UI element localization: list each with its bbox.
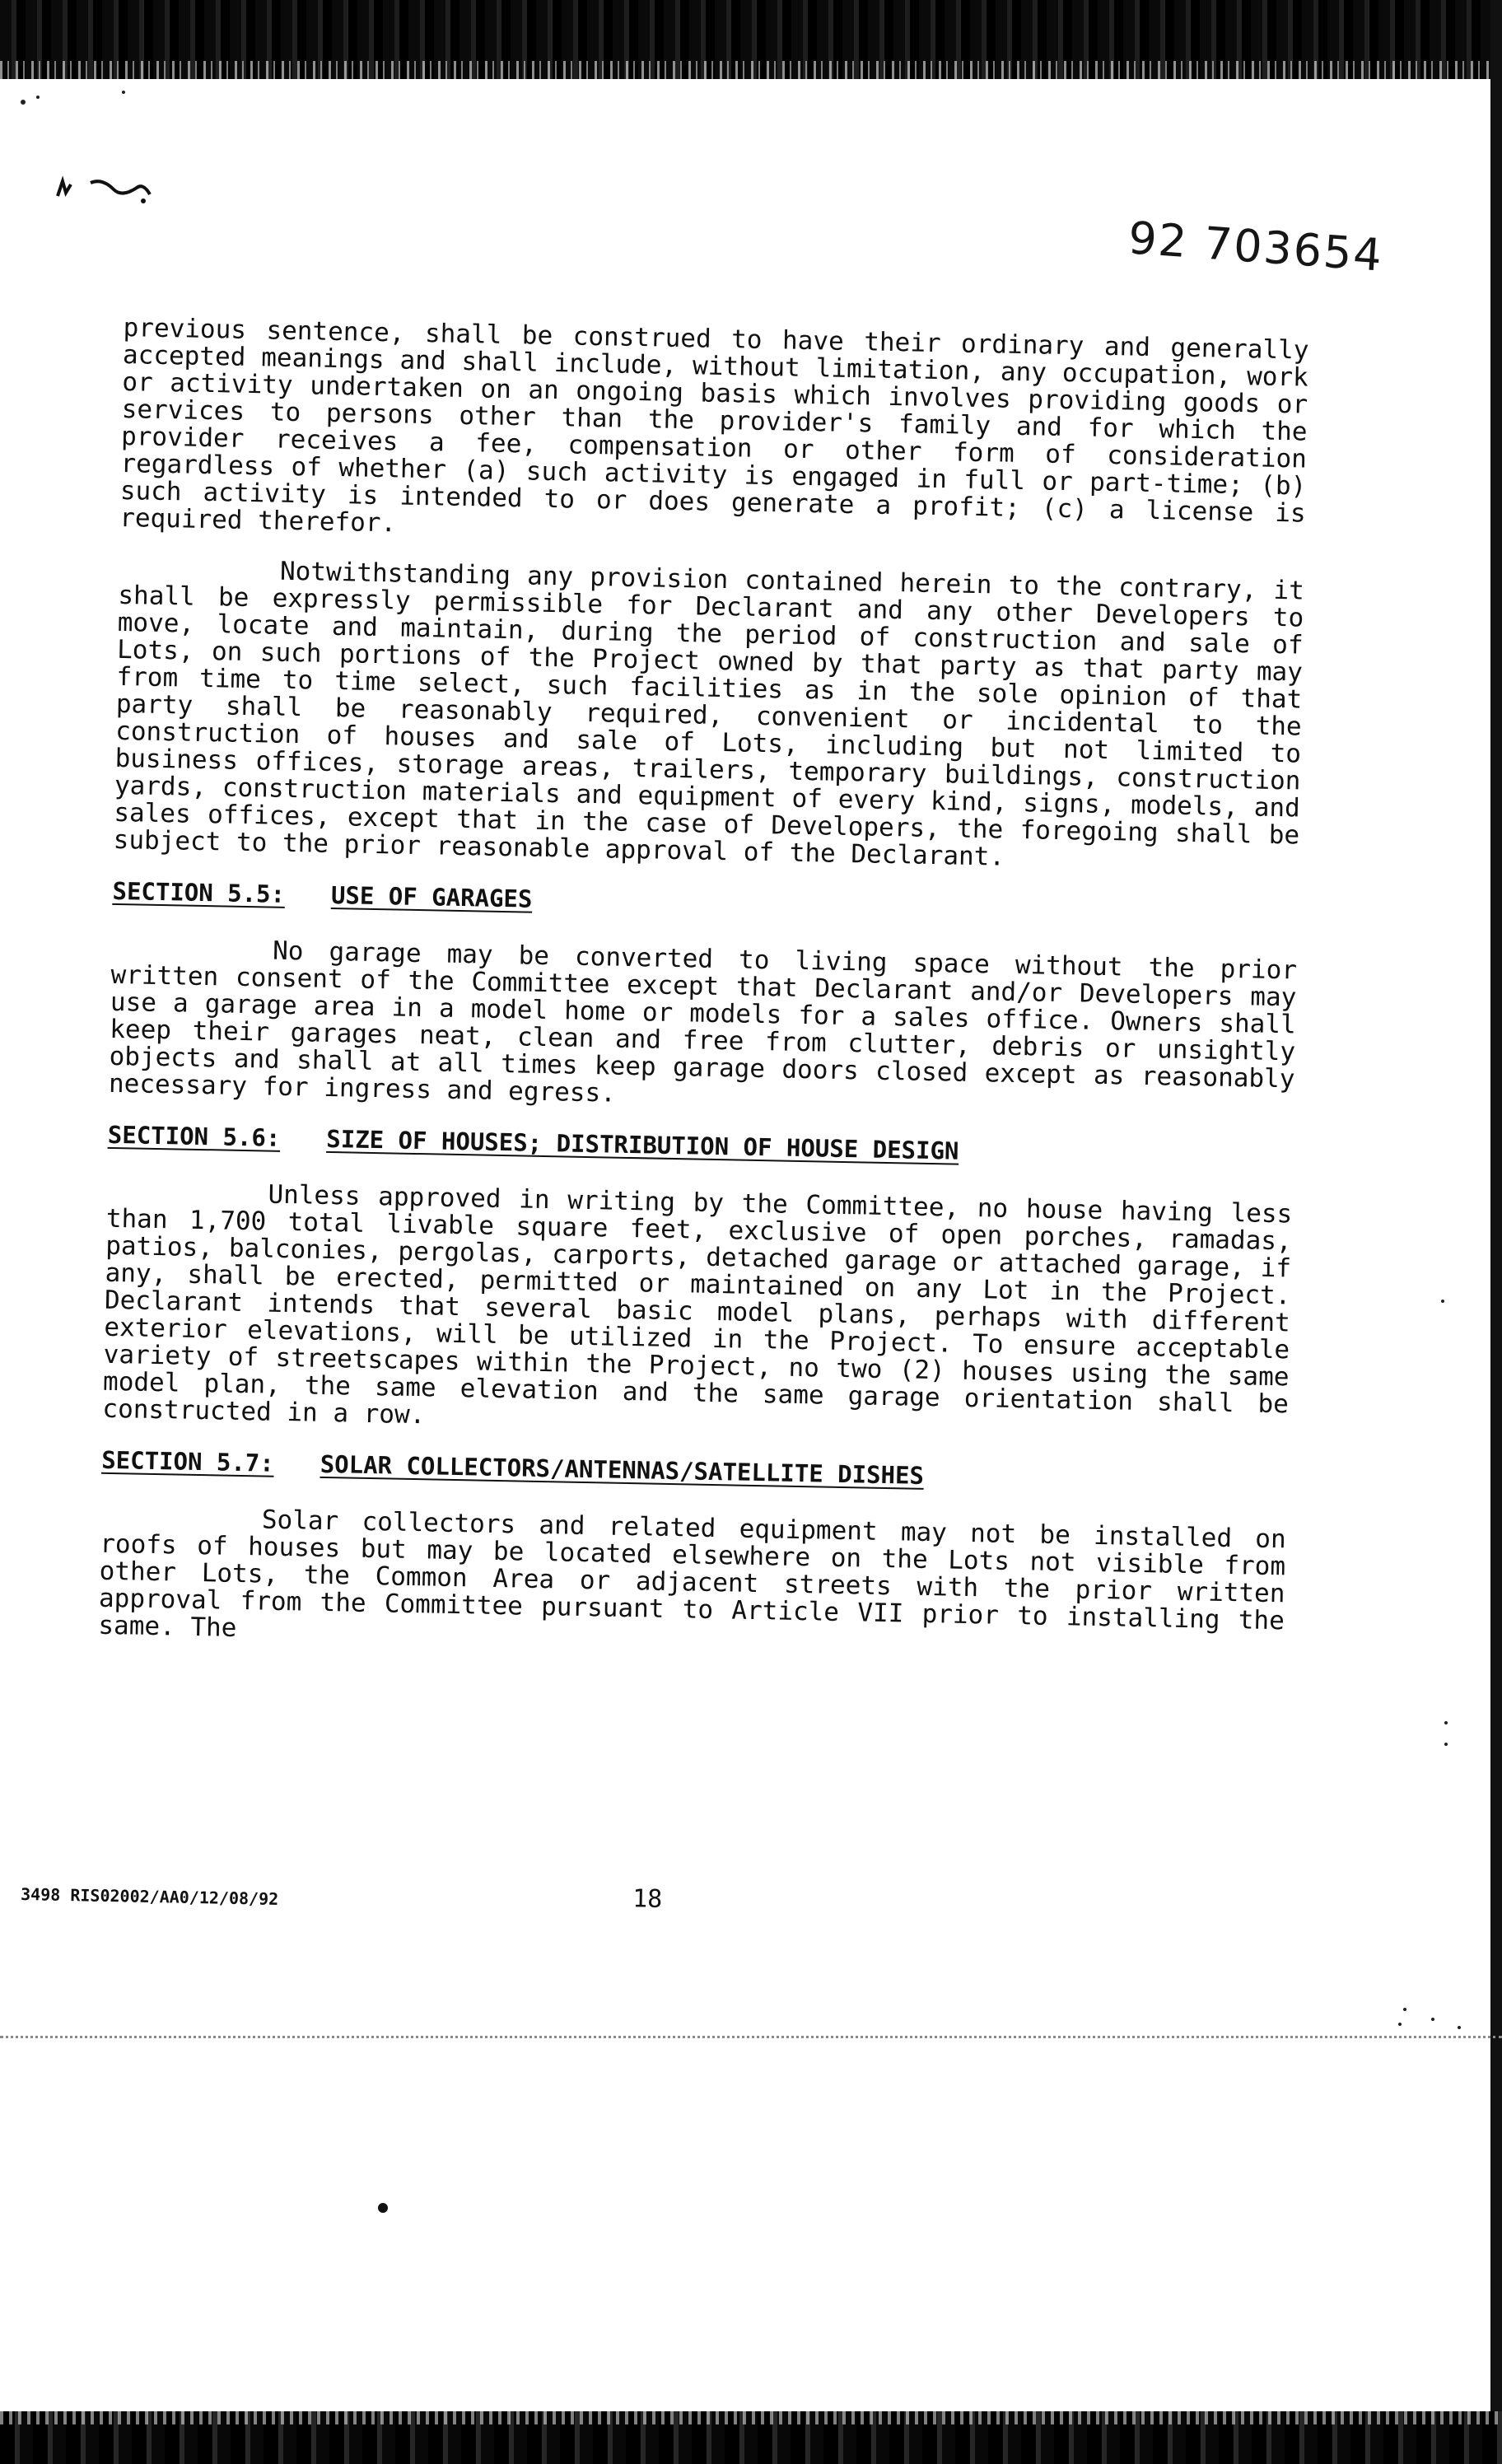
section-heading-5-5	[112, 877, 1298, 928]
page-number: 18	[632, 1884, 663, 1914]
section-title: SIZE OF HOUSES; DISTRIBUTION OF HOUSE DESIGN	[326, 1124, 959, 1165]
document-code: 3498 RIS02002/AA0/12/08/92	[20, 1883, 279, 1909]
paragraph-continued: previous sentence, shall be construed to have their ordinary and generally accepted meanings and shall include, without limitation, any occupation, work or activity undertaken on an ongoing basis which involves providing goods or services to persons other than the provider's family and for which the provider receives a fee, compensation or other form of consideration regardless of whether (a) such activity is engaged in full or part-time; (b) such activity is intended to or does generate a profit; (c) a license is required therefor.	[119, 313, 1309, 539]
section-body-5-5: No garage may be converted to living space without the prior written consent of the Committee except that Declarant and/or Developers may use a garage area in a model home or models for a sales office. Owners shall keep their garages neat, clean and free from clutter, debris or unsightly objects and shall at all times keep garage doors closed except as reasonably necessary for ingress and egress.	[108, 936, 1298, 1108]
section-number: SECTION 5.6:	[107, 1120, 281, 1152]
document-stamp-number: 92 703654	[1126, 212, 1385, 282]
document-page-body	[20, 313, 1309, 1914]
ink-dot	[378, 2203, 388, 2213]
section-number: SECTION 5.5:	[112, 876, 286, 908]
section-heading-5-7	[101, 1446, 1287, 1497]
section-title: SOLAR COLLECTORS/ANTENNAS/SATELLITE DISHES	[320, 1449, 925, 1490]
section-number: SECTION 5.7:	[100, 1445, 275, 1477]
paragraph-developer-facilities: Notwithstanding any provision contained herein to the contrary, it shall be expressly permissible for Declarant and any other Developers to move, locate and maintain, during the period of construction and sale of Lots, on such portions of the Project owned by that party as that party may from time to time select, such facilities as in the sole opinion of that party shall be reasonably required, convenient or incidental to the construction of houses and sale of Lots, including but not limited to business offices, storage areas, trailers, temporary buildings, construction yards, construction materials and equipment of every kind, signs, models, and sales offices, except that in the case of Developers, the foregoing shall be subject to the prior reasonable approval of the Declarant.	[113, 556, 1305, 872]
section-body-5-7: Solar collectors and related equipment may not be installed on roofs of houses but may be located elsewhere on the Lots not visible from other Lots, the Common Area or adjacent streets with the prior written approval from the Committee pursuant to Article VII prior to installing the same. The	[98, 1505, 1287, 1643]
section-body-5-6: Unless approved in writing by the Committee, no house having less than 1,700 total livable square feet, exclusive of open porches, ramadas, patios, balconies, pergolas, carports, detached garage or attached garage, if any, shall be erected, permitted or maintained on any Lot in the Project. Declarant intends that several basic model plans, perhaps with different exterior elevations, will be utilized in the Project. To ensure acceptable variety of streetscapes within the Project, no two (2) houses using the same model plan, the same elevation and the same garage orientation shall be constructed in a row.	[102, 1179, 1293, 1430]
section-title: USE OF GARAGES	[330, 880, 533, 913]
section-heading-5-6	[108, 1121, 1294, 1172]
